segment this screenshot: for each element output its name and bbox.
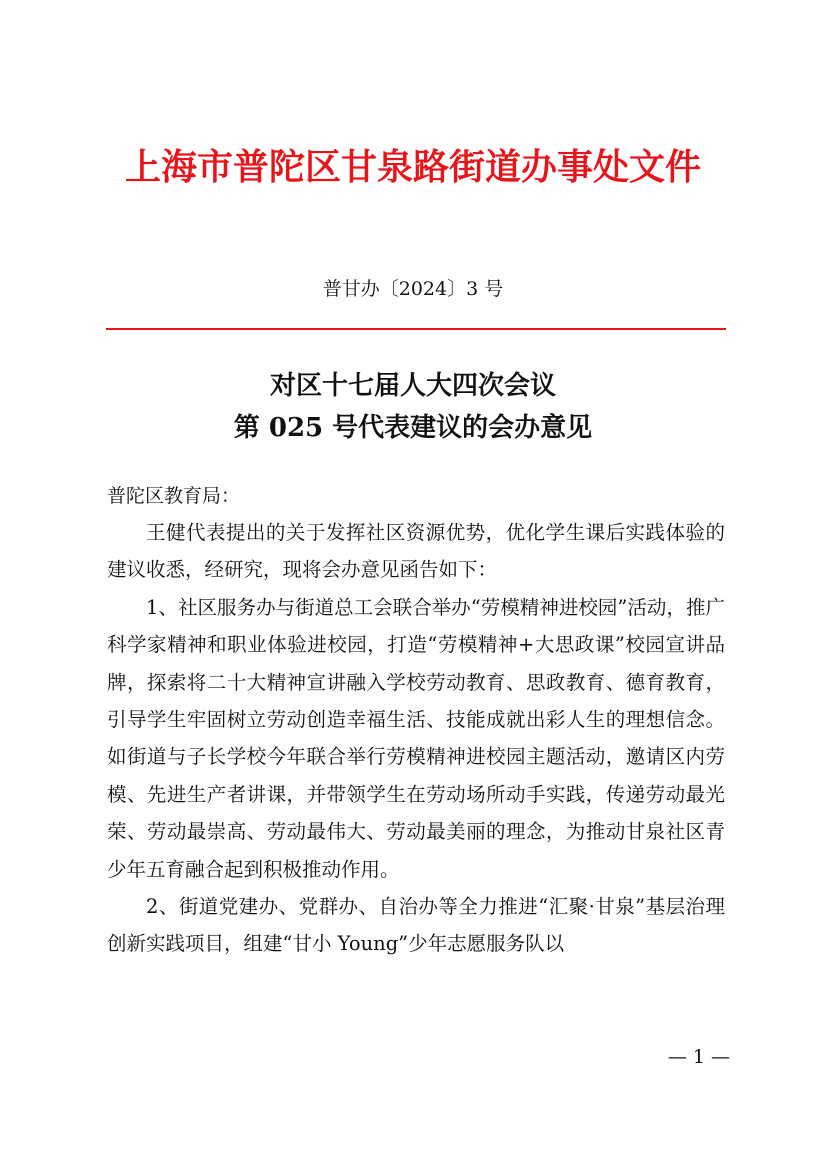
red-divider-line bbox=[106, 328, 726, 330]
document-body bbox=[107, 514, 725, 963]
body-paragraph-item-2: 2、街道党建办、党群办、自治办等全力推进“汇聚·甘泉”基层治理创新实践项目，组建“甘小 Young”少年志愿服务队以 bbox=[107, 895, 725, 956]
issuer-header-title: 上海市普陀区甘泉路街道办事处文件 bbox=[124, 147, 701, 188]
document-title-line-2: 第 025 号代表建议的会办意见 bbox=[233, 413, 593, 443]
document-title-line-1: 对区十七届人大四次会议 bbox=[269, 371, 556, 401]
body-paragraph-item-1: 1、社区服务办与街道总工会联合举办“劳模精神进校园”活动，推广科学家精神和职业体验进校园，打造“劳模精神+大思政课”校园宣讲品牌，探索将二十大精神宣讲融入学校劳动教育、思政教育、德育教育，引导学生牢固树立劳动创造幸福生活、技能成就出彩人生的理想信念。如街道与子长学校今年联合举行劳模精神进校园主题活动，邀请区内劳模、先进生产者讲课，并带领学生在劳动场所动手实践，传递劳动最光荣、劳动最崇高、劳动最伟大、劳动最美丽的理念，为推动甘泉社区青少年五育融合起到积极推动作用。 bbox=[107, 595, 725, 881]
addressee: 普陀区教育局： bbox=[107, 485, 241, 507]
document-number: 普甘办〔2024〕3 号 bbox=[322, 278, 504, 300]
body-paragraph-intro: 王健代表提出的关于发挥社区资源优势，优化学生课后实践体验的建议收悉，经研究，现将会办意见函告如下： bbox=[107, 521, 725, 582]
page-number: — 1 — bbox=[667, 1046, 730, 1068]
